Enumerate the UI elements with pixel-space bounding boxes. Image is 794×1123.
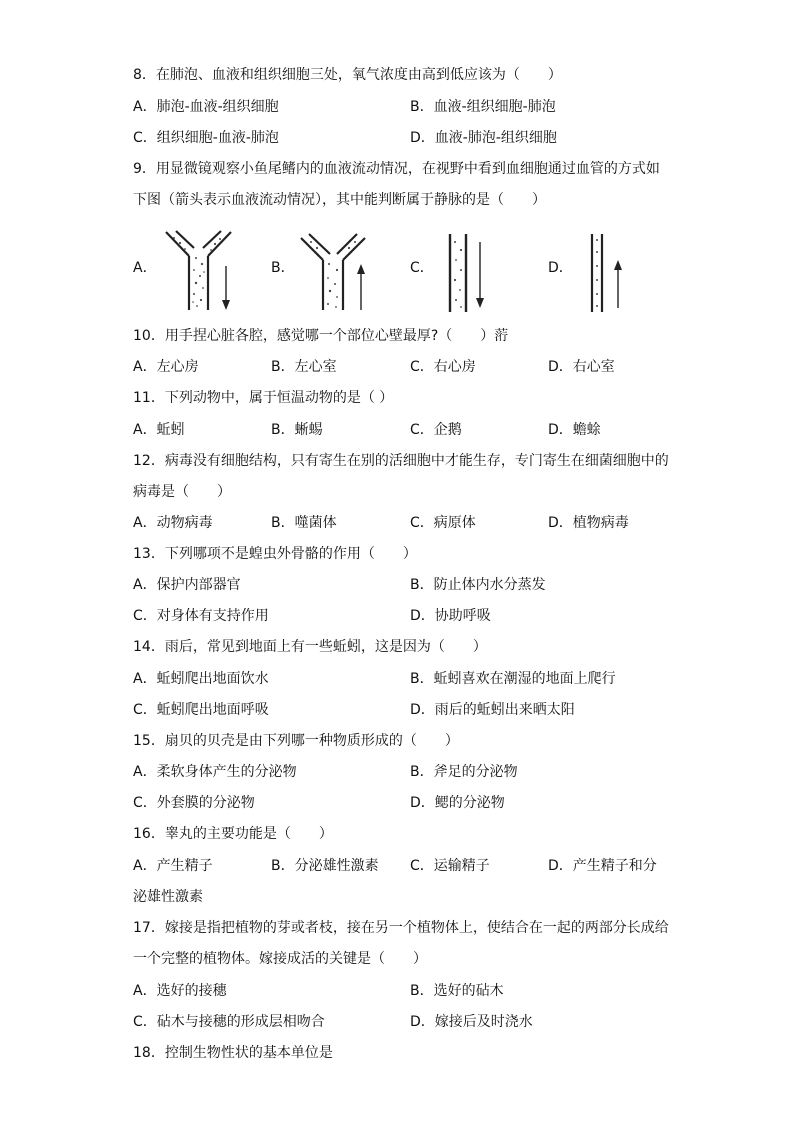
question-15-stem: 15．扇贝的贝壳是由下列哪一种物质形成的（ ） [133,733,459,749]
question-17-option-b: B．选好的砧木 [410,983,504,999]
question-17-stem-line1: 17．嫁接是指把植物的芽或者枝，接在另一个植物体上，使结合在一起的两部分长成给 [133,920,669,936]
question-11-option-a: A．蚯蚓 [133,422,185,438]
figure-label-c: C． [410,260,434,276]
question-15-option-d: D．鳃的分泌物 [410,795,505,811]
question-10-option-b: B．左心室 [271,359,337,375]
question-8-option-c: C．组织细胞-血液-肺泡 [133,130,279,146]
question-10-option-d: D．右心室 [548,359,615,375]
question-18-stem: 18．控制生物性状的基本单位是 [133,1045,333,1061]
question-12-option-a: A．动物病毒 [133,515,213,531]
question-13-option-a: A．保护内部器官 [133,577,241,593]
question-9-stem-line1: 9．用显微镜观察小鱼尾鳍内的血液流动情况，在视野中看到血细胞通过血管的方式如 [133,161,660,177]
question-8-option-d: D．血液-肺泡-组织细胞 [410,130,557,146]
question-12-option-c: C．病原体 [410,515,476,531]
question-12-option-d: D．植物病毒 [548,515,629,531]
question-15-option-a: A．柔软身体产生的分泌物 [133,764,297,780]
question-11-option-d: D．蟾蜍 [548,422,601,438]
question-14-stem: 14．雨后，常见到地面上有一些蚯蚓，这是因为（ ） [133,639,487,655]
figure-label-a: A． [133,260,157,276]
question-13-option-d: D．协助呼吸 [410,608,491,624]
vessel-diagram-b [297,228,387,312]
question-8-option-b: B．血液-组织细胞-肺泡 [410,99,556,115]
question-15-option-b: B．斧足的分泌物 [410,764,518,780]
question-13-stem: 13．下列哪项不是蝗虫外骨骼的作用（ ） [133,546,417,562]
question-11-stem: 11．下列动物中，属于恒温动物的是（ ） [133,390,394,406]
question-14-option-b: B．蚯蚓喜欢在潮湿的地面上爬行 [410,671,616,687]
question-17-option-a: A．选好的接穗 [133,983,227,999]
question-16-option-c: C．运输精子 [410,858,490,874]
question-12-option-b: B．噬菌体 [271,515,337,531]
question-14-option-c: C．蚯蚓爬出地面呼吸 [133,702,269,718]
question-16-option-a: A．产生精子 [133,858,213,874]
figure-label-d: D． [548,260,573,276]
question-16-option-d-continuation: 泌雄性激素 [133,889,203,905]
question-14-option-d: D．雨后的蚯蚓出来晒太阳 [410,702,575,718]
vessel-diagram-c [440,232,500,314]
question-10-option-c: C．右心房 [410,359,476,375]
question-9-stem-line2: 下图（箭头表示血液流动情况），其中能判断属于静脉的是（ ） [133,192,546,208]
question-10-option-a: A．左心房 [133,359,199,375]
vessel-diagram-d [582,232,632,314]
question-11-option-b: B．蜥蜴 [271,422,323,438]
question-8-option-a: A．肺泡-血液-组织细胞 [133,99,279,115]
question-17-option-c: C．砧木与接穗的形成层相吻合 [133,1014,325,1030]
question-16-option-b: B．分泌雄性激素 [271,858,379,874]
question-16-option-d: D．产生精子和分 [548,858,657,874]
question-10-stem: 10．用手捏心脏各腔，感觉哪一个部位心壁最厚?（ ）䓷 [133,328,509,344]
question-8-stem: 8．在肺泡、血液和组织细胞三处，氧气浓度由高到低应该为（ ） [133,67,562,83]
question-12-stem-line2: 病毒是（ ） [133,484,231,500]
question-11-option-c: C．企鹅 [410,422,462,438]
question-14-option-a: A．蚯蚓爬出地面饮水 [133,671,269,687]
question-13-option-c: C．对身体有支持作用 [133,608,269,624]
question-15-option-c: C．外套膜的分泌物 [133,795,255,811]
question-12-stem-line1: 12．病毒没有细胞结构，只有寄生在别的活细胞中才能生存，专门寄生在细菌细胞中的 [133,453,669,469]
figure-label-b: B． [271,260,295,276]
question-16-stem: 16．睾丸的主要功能是（ ） [133,826,333,842]
vessel-diagram-a [160,228,250,312]
question-17-option-d: D．嫁接后及时浇水 [410,1014,533,1030]
question-17-stem-line2: 一个完整的植物体。嫁接成活的关键是（ ） [133,951,427,967]
question-13-option-b: B．防止体内水分蒸发 [410,577,546,593]
